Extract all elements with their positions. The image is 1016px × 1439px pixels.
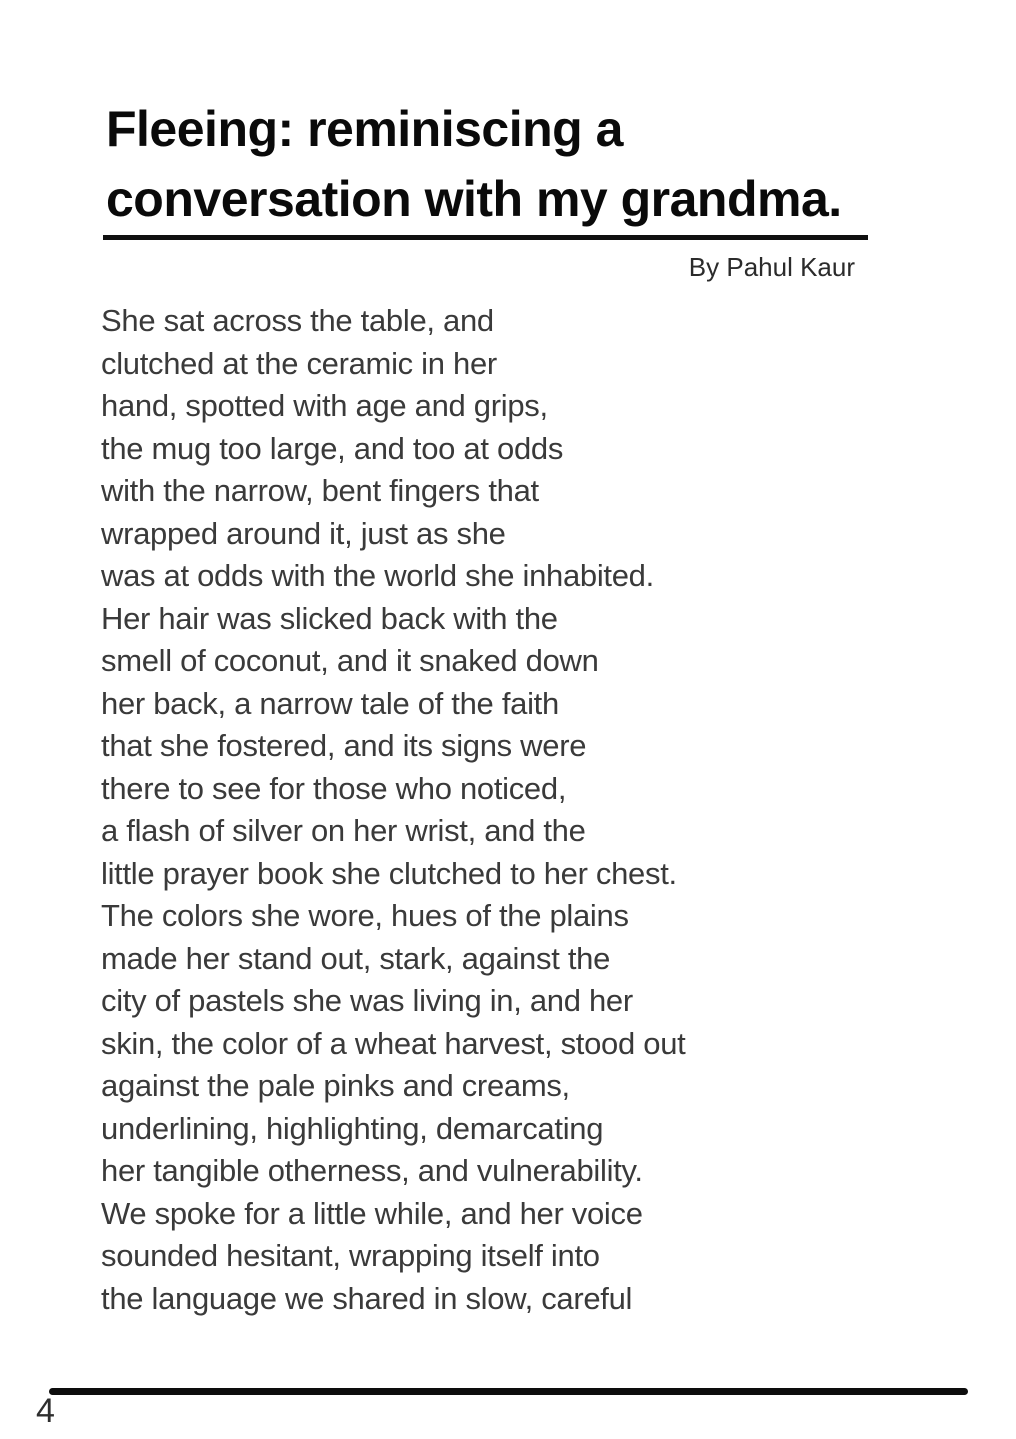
title-line-2: conversation with my grandma. bbox=[106, 171, 842, 227]
poem-line: She sat across the table, and bbox=[101, 303, 494, 338]
poem-line: underlining, highlighting, demarcating bbox=[101, 1110, 604, 1146]
poem-line: Her hair was slicked back with the bbox=[101, 600, 558, 636]
poem-line: smell of coconut, and it snaked down bbox=[101, 643, 599, 678]
poem-line: wrapped around it, just as she bbox=[101, 515, 506, 551]
poem-line: sounded hesitant, wrapping itself into bbox=[101, 1238, 600, 1273]
title-line-1: Fleeing: reminiscing a bbox=[106, 101, 623, 157]
poem-line: her back, a narrow tale of the faith bbox=[101, 685, 559, 721]
poem-line: made her stand out, stark, against the bbox=[101, 940, 611, 976]
poem-line: was at odds with the world she inhabited. bbox=[101, 558, 654, 593]
title-underline-rule bbox=[103, 235, 868, 240]
poem-line: clutched at the ceramic in her bbox=[101, 345, 497, 381]
poem-line: against the pale pinks and creams, bbox=[101, 1068, 570, 1103]
poem-line: The colors she wore, hues of the plains bbox=[101, 898, 629, 933]
page-number: 4 bbox=[36, 1392, 55, 1430]
poem-line: with the narrow, bent fingers that bbox=[101, 473, 539, 508]
poem-line: that she fostered, and its signs were bbox=[101, 728, 587, 763]
poem-line: the language we shared in slow, careful bbox=[101, 1280, 633, 1316]
footer-rule bbox=[49, 1388, 968, 1395]
poem-line: hand, spotted with age and grips, bbox=[101, 388, 548, 423]
poem-line: city of pastels she was living in, and her bbox=[101, 983, 633, 1018]
poem-line: skin, the color of a wheat harvest, stood out bbox=[101, 1025, 686, 1061]
poem-line: there to see for those who noticed, bbox=[101, 770, 567, 806]
page-title bbox=[106, 94, 842, 234]
poem-line: the mug too large, and too at odds bbox=[101, 430, 564, 466]
byline: By Pahul Kaur bbox=[688, 252, 855, 282]
poem-line: her tangible otherness, and vulnerability. bbox=[101, 1153, 643, 1188]
poem-line: a flash of silver on her wrist, and the bbox=[101, 813, 586, 848]
poem-line: We spoke for a little while, and her voice bbox=[101, 1195, 643, 1231]
poem-line: little prayer book she clutched to her chest. bbox=[101, 855, 677, 891]
poem-body bbox=[101, 300, 761, 1320]
